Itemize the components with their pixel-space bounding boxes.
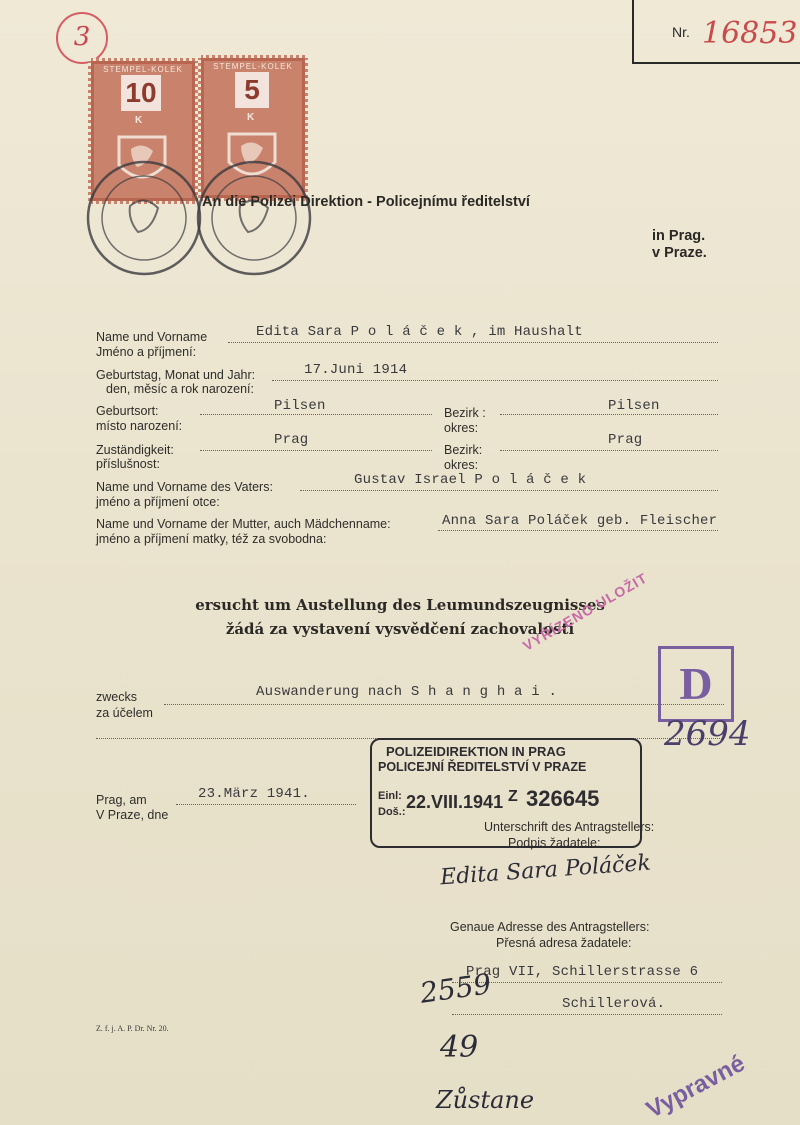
d-number: 2694 (664, 714, 751, 754)
name-label-de: Name und Vorname (96, 330, 208, 344)
receipt-stamp-prefix: Z (508, 788, 518, 805)
margin-number: 2559 (418, 967, 494, 1010)
domicile-district-label-de: Bezirk: (444, 443, 483, 457)
number-box (632, 0, 800, 64)
domicile-district-value: Prag (608, 432, 643, 448)
receipt-stamp-dos: Doš.: (378, 806, 406, 818)
fee-stamp-5-value: 5 (235, 72, 269, 108)
corner-mark (56, 12, 108, 64)
fee-stamp-5-unit: K (247, 112, 255, 123)
addressee-line-2: in Prag. (652, 228, 706, 244)
birthplace-district-value: Pilsen (608, 398, 660, 414)
fee-stamp-10-top: STEMPEL-KOLEK (103, 65, 183, 74)
margin-number-2: 49 (440, 1030, 479, 1065)
birthplace-district-label-cz: okres: (444, 421, 479, 435)
d-stamp-box (658, 646, 734, 722)
receipt-stamp-line2: POLICEJNÍ ŘEDITELSTVÍ V PRAZE (378, 760, 587, 774)
purpose-label-cz: za účelem (96, 706, 153, 720)
d-stamp-letter: D (679, 658, 713, 709)
place-date-label-cz: V Praze, dne (96, 808, 169, 822)
signature-label-de: Unterschrift des Antragstellers: (484, 820, 655, 834)
birth-label-de: Geburtstag, Monat und Jahr: (96, 368, 256, 382)
signature-label-cz: Podpis žadatele: (508, 836, 601, 850)
address-line-1: Prag VII, Schillerstrasse 6 (466, 964, 699, 980)
bottom-signature: Zůstane (436, 1086, 535, 1114)
address-line-2: Schillerová. (562, 996, 666, 1012)
form-code: Z. f. j. A. P. Dr. Nr. 20. (96, 1024, 169, 1033)
birthplace-label-cz: místo narození: (96, 419, 183, 433)
birthplace-value: Pilsen (274, 398, 326, 414)
addressee-line-3: v Praze. (652, 245, 707, 261)
number-value: 16853 (702, 16, 798, 51)
place-date-label-de: Prag, am (96, 793, 147, 807)
domicile-label-de: Zuständigkeit: (96, 443, 174, 457)
name-value: Edita Sara P o l á č e k , im Haushalt (256, 324, 583, 340)
receipt-stamp-line1: POLIZEIDIREKTION IN PRAG (386, 744, 566, 759)
fee-stamp-5-top: STEMPEL-KOLEK (213, 62, 293, 71)
birth-label-cz: den, měsíc a rok narození: (106, 382, 254, 396)
birth-value: 17.Juni 1914 (304, 362, 408, 378)
domicile-label-cz: příslušnost: (96, 457, 160, 471)
mother-label-cz: jméno a příjmení matky, též za svobodna: (96, 532, 327, 546)
birthplace-district-label-de: Bezirk : (444, 406, 486, 420)
signature-value: Edita Sara Poláček (439, 850, 652, 891)
receipt-stamp-number: 326645 (526, 786, 600, 811)
vypravne-stamp: Vypravné (642, 1049, 750, 1124)
mother-value: Anna Sara Poláček geb. Fleischer (442, 513, 718, 529)
domicile-value: Prag (274, 432, 309, 448)
name-label-cz: Jméno a příjmení: (96, 345, 197, 359)
birthplace-label-de: Geburtsort: (96, 404, 159, 418)
request-line-de: ersucht um Austellung des Leumundszeugnisses (195, 596, 605, 614)
purpose-value: Auswanderung nach S h a n g h a i . (256, 684, 558, 700)
addressee-line-1: An die Polizei Direktion - Policejnímu ředitelství (202, 194, 530, 210)
domicile-district-label-cz: okres: (444, 458, 479, 472)
father-label-cz: jméno a příjmení otce: (96, 495, 220, 509)
corner-mark-value: 3 (73, 22, 91, 52)
address-label-cz: Přesná adresa žadatele: (496, 936, 632, 950)
father-value: Gustav Israel P o l á č e k (354, 472, 587, 488)
fee-stamp-10-value: 10 (121, 75, 161, 111)
police-seal-icon (82, 150, 322, 280)
request-line-cz: žádá za vystavení vysvědčení zachovalosti (225, 620, 575, 638)
place-date-value: 23.März 1941. (198, 786, 310, 802)
mother-label-de: Name und Vorname der Mutter, auch Mädchenname: (96, 517, 391, 531)
number-label: Nr. (672, 24, 690, 40)
receipt-stamp-einl: Einl: (378, 790, 402, 802)
receipt-stamp-date: 22.VIII.1941 (406, 792, 504, 812)
vyrizeno-stamp: VYŘÍZENO ULOŽIT (520, 569, 651, 654)
father-label-de: Name und Vorname des Vaters: (96, 480, 273, 494)
fee-stamp-10-unit: K (135, 115, 143, 126)
purpose-label-de: zwecks (96, 690, 137, 704)
address-label-de: Genaue Adresse des Antragstellers: (450, 920, 650, 934)
